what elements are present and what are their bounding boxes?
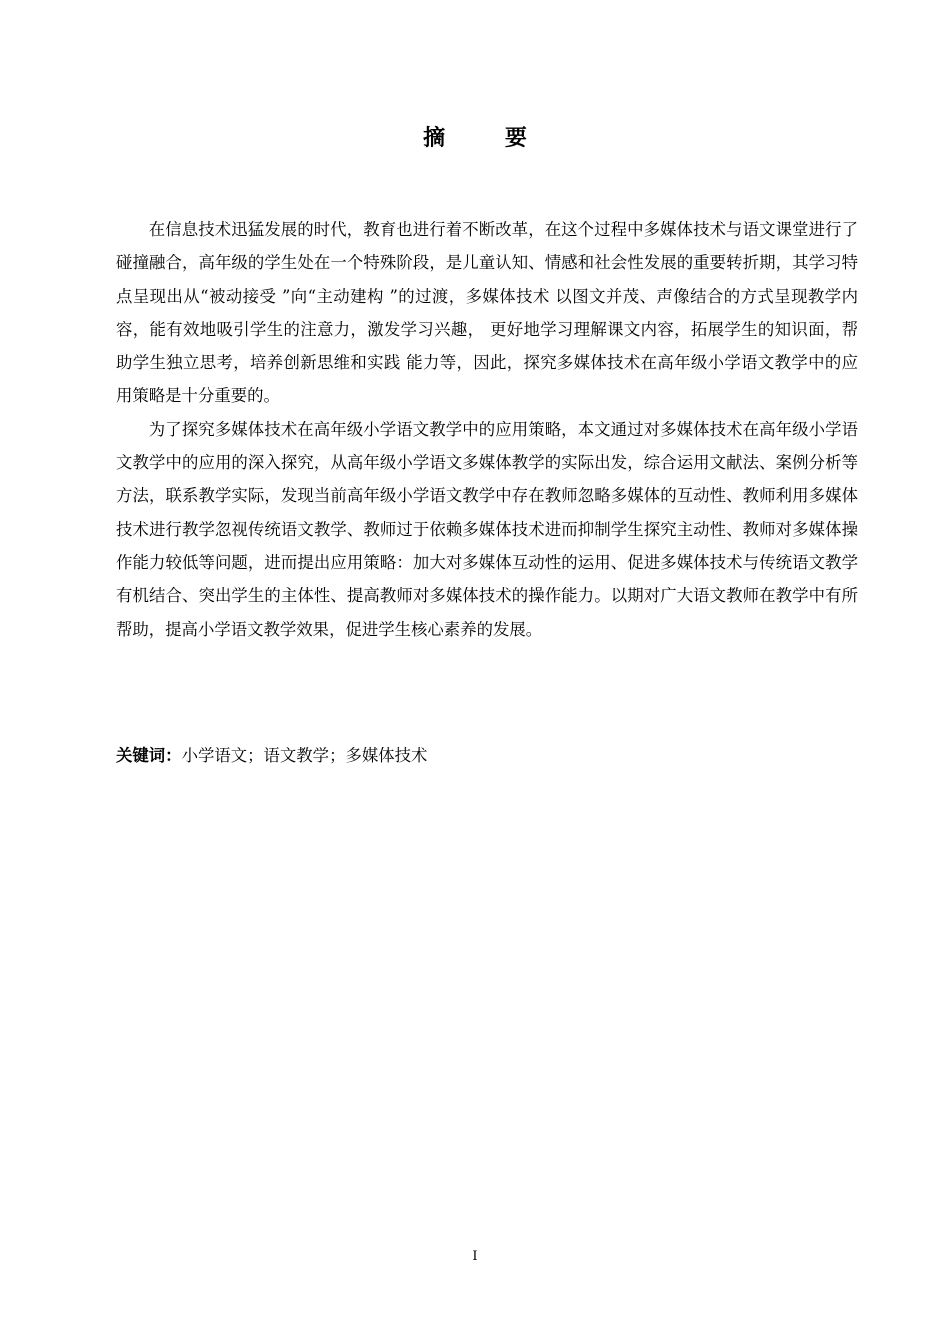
keywords-text: 小学语文；语文教学；多媒体技术 <box>181 746 428 765</box>
abstract-body <box>116 213 858 646</box>
page-title: 摘 要 <box>423 125 553 151</box>
keywords-label: 关键词： <box>116 746 182 765</box>
keywords-line <box>116 739 858 772</box>
abstract-paragraph-2: 为了探究多媒体技术在高年级小学语文教学中的应用策略，本文通过对多媒体技术在高年级小学语文教学中的应用的深入探究，从高年级小学语文多媒体教学的实际出发，综合运用文献法、案例分析等方法，联系教学实际，发现当前高年级小学语文教学中存在教师忽略多媒体的互动性、教师利用多媒体技术进行教学忽视传统语文教学、教师过于依赖多媒体技术进而抑制学生探究主动性、教师对多媒体操作能力较低等问题，进而提出应用策略：加大对多媒体互动性的运用、促进多媒体技术与传统语文教学有机结合、突出学生的主体性、提高教师对多媒体技术的操作能力。以期对广大语文教师在教学中有所帮助，提高小学语文教学效果，促进学生核心素养的发展。 <box>116 419 858 639</box>
page-number: I <box>472 1249 478 1264</box>
abstract-paragraph-1: 在信息技术迅猛发展的时代，教育也进行着不断改革，在这个过程中多媒体技术与语文课堂进行了碰撞融合，高年级的学生处在一个特殊阶段，是儿童认知、情感和社会性发展的重要转折期，其学习特点呈现出从“被动接受 ”向“主动建构 ”的过渡，多媒体技术 以图文并茂、声像结合的方式呈现教学内容，能有效地吸引学生的注意力，激发学习兴趣， 更好地学习理解课文内容，拓展学生的知识面，帮助学生独立思考，培养创新思维和实践 能力等，因此，探究多媒体技术在高年级小学语文教学中的应用策略是十分重要的。 <box>116 220 858 406</box>
